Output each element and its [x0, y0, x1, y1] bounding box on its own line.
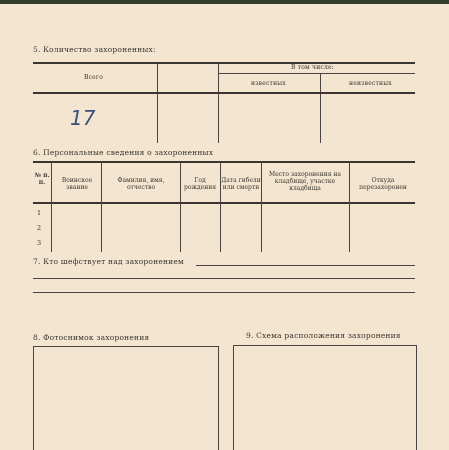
- section6-row-number: 2: [37, 224, 42, 232]
- section5-col-divider-2: [218, 63, 219, 143]
- section8-title: 8. Фотоснимок захоронения: [33, 333, 150, 342]
- section8-box-left: [33, 346, 34, 450]
- section5-top-rule: [33, 62, 415, 64]
- section6-col-divider-6: [349, 162, 350, 252]
- section6-header-num: № п. п.: [34, 172, 50, 186]
- section8-box-top: [33, 346, 219, 347]
- section6-header-birth: Год рождения: [183, 177, 216, 191]
- section5-total-value: 17: [70, 106, 96, 130]
- section5-col-total: Всего: [84, 74, 104, 81]
- section5-col-divider-1: [157, 63, 158, 143]
- section6-row-number: 1: [37, 209, 42, 217]
- section7-fill-line-3: [33, 292, 415, 293]
- section6-row-number: 3: [37, 239, 42, 247]
- section6-col-divider-3: [180, 162, 181, 252]
- section6-header-death: Дата гибели или смерти: [221, 177, 261, 191]
- section6-col-divider-5: [261, 162, 262, 252]
- section6-top-rule: [33, 161, 415, 163]
- section7-fill-line-1: [196, 265, 415, 266]
- section5-col-including: В том числе:: [291, 64, 334, 71]
- section9-title: 9. Схема расположения захоронения: [246, 331, 401, 340]
- section6-col-divider-1: [51, 162, 52, 252]
- section6-title: 6. Персональные сведения о захороненных: [33, 148, 214, 157]
- section8-box-right: [218, 346, 219, 450]
- page-top-edge: [0, 0, 449, 4]
- section9-box-left: [233, 345, 234, 450]
- section7-fill-line-2: [33, 278, 415, 279]
- section9-box-right: [416, 345, 417, 450]
- section5-col-unknown: неизвестных: [349, 80, 392, 87]
- section9-box-top: [233, 345, 417, 346]
- section6-header-rank: Воинское звание: [61, 177, 93, 191]
- section6-header-from: Откуда перезахоронен: [359, 177, 407, 191]
- section6-header-rule: [33, 202, 415, 204]
- section6-header-place: Место захоронения на кладбище, участке кладбища: [268, 171, 341, 192]
- section5-col-divider-3: [320, 74, 321, 143]
- section6-header-name: Фамилия, имя, отчество: [117, 177, 165, 191]
- section6-col-divider-2: [101, 162, 102, 252]
- section5-col-known: известных: [251, 80, 286, 87]
- section7-title: 7. Кто шефствует над захоронением: [33, 257, 185, 266]
- section5-subheader-rule: [218, 73, 415, 74]
- section5-title: 5. Количество захороненных:: [33, 45, 156, 54]
- section5-header-rule: [33, 92, 415, 94]
- section6-col-divider-4: [220, 162, 221, 252]
